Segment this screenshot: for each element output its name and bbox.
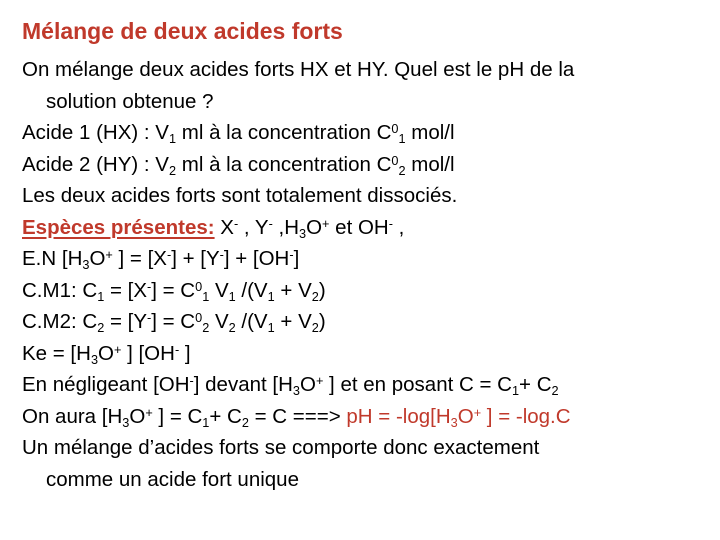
- text-line: $Ke = [H_3O^+$ ] [OH- ]: [22, 341, 191, 367]
- text-line: E.N [$H_3O^+$ ] = [X-] + [Y-] + [OH-]: [22, 247, 300, 273]
- page-title: Mélange de deux acides forts: [22, 18, 343, 44]
- slide-body: [22, 54, 702, 495]
- text-line: Les deux acides forts sont totalement dissociés.: [22, 184, 458, 207]
- text-line: solution obtenue ?: [46, 89, 214, 113]
- text-line: C.M1: $C_1 = [X^-] = C^0_1$ $V_1$ $/(V_1 + V_2)$: [22, 278, 326, 304]
- species-line: Espèces présentes: X- , Y- $,H_3O^+$ et OH- ,: [22, 215, 405, 241]
- text-line: Un mélange d’acides forts se comporte donc exactement: [22, 436, 540, 459]
- text-line: Acide 1 (HX) : $V_1$ ml à la concentration $C^0_1$ mol/l: [22, 121, 455, 147]
- text-line: On mélange deux acides forts HX et HY. Quel est le pH de la: [22, 58, 575, 81]
- text-line: comme un acide fort unique: [46, 467, 299, 491]
- text-line: Acide 2 (HY) : $V_2$ ml à la concentration $C^0_2$ mol/l: [22, 152, 455, 178]
- conclusion-line: On aura [$H_3O^+$ ] = $C_1+ C_2 = C$ ===> pH = $-\log[H_3O^+$ ] = -log.C: [22, 404, 571, 430]
- text-line: En négligeant [OH-] devant [$H_3O^+$ ] et en posant $C = C_1+ C_2$: [22, 373, 559, 399]
- text-line: C.M2: $C_2 = [Y^-] = C^0_2$ $V_2$ $/(V_1 + V_2)$: [22, 310, 326, 336]
